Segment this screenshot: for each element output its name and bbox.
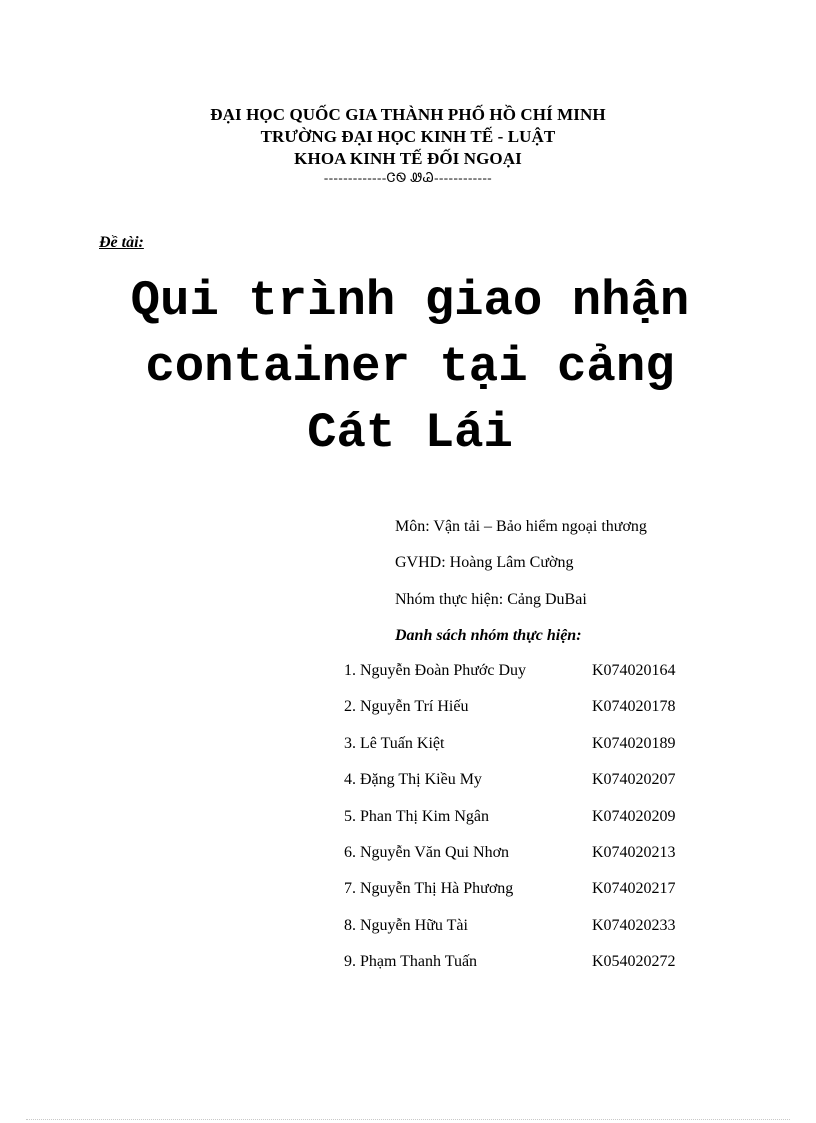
member-name: 7. Nguyễn Thị Hà Phương: [344, 880, 514, 898]
member-name: 2. Nguyễn Trí Hiếu: [344, 698, 469, 716]
member-name: 3. Lê Tuấn Kiệt: [344, 734, 445, 752]
list-item: [344, 916, 704, 952]
course-line: Môn: Vận tải – Bảo hiểm ngoại thương: [395, 518, 647, 535]
member-name: 8. Nguyễn Hữu Tài: [344, 916, 468, 934]
member-id: K074020207: [592, 771, 676, 789]
members-heading: Danh sách nhóm thực hiện:: [395, 627, 582, 644]
list-item: [344, 697, 704, 733]
title-line-2: container tại cảng: [145, 339, 675, 395]
list-item: [344, 734, 704, 770]
member-list: [344, 661, 704, 989]
member-id: K074020209: [592, 807, 676, 825]
list-item: [344, 807, 704, 843]
member-name: 9. Phạm Thanh Tuấn: [344, 953, 478, 971]
member-name: 1. Nguyễn Đoàn Phước Duy: [344, 662, 526, 679]
group-line: Nhóm thực hiện: Cảng DuBai: [395, 591, 587, 608]
list-item: [344, 843, 704, 879]
member-id: K074020164: [592, 662, 676, 679]
member-name: 5. Phan Thị Kim Ngân: [344, 807, 490, 825]
list-item: [344, 952, 704, 988]
member-id: K074020213: [592, 843, 676, 861]
subject-label: Đề tài:: [99, 234, 144, 251]
title-line-1: Qui trình giao nhận: [130, 273, 690, 329]
member-id: K074020233: [592, 916, 676, 934]
member-id: K054020272: [592, 953, 676, 971]
school-name: TRƯỜNG ĐẠI HỌC KINH TẾ - LUẬT: [260, 127, 556, 146]
university-header: [0, 104, 816, 186]
member-name: 6. Nguyễn Văn Qui Nhơn: [344, 843, 510, 861]
faculty-name: KHOA KINH TẾ ĐỐI NGOẠI: [294, 149, 522, 168]
ornament-divider: -------------ᏣᏫ ᏪᏊ------------: [323, 170, 493, 185]
list-item: [344, 770, 704, 806]
university-name: ĐẠI HỌC QUỐC GIA THÀNH PHỐ HỒ CHÍ MINH: [210, 105, 606, 124]
page-bottom-rule: [26, 1119, 790, 1120]
instructor-line: GVHD: Hoàng Lâm Cường: [395, 554, 574, 571]
member-id: K074020178: [592, 698, 676, 716]
document-title: [60, 268, 760, 466]
list-item: [344, 879, 704, 915]
member-id: K074020217: [592, 880, 676, 898]
list-item: [344, 661, 704, 697]
title-line-3: Cát Lái: [307, 405, 513, 461]
member-id: K074020189: [592, 734, 676, 752]
member-name: 4. Đặng Thị Kiều My: [344, 771, 482, 789]
